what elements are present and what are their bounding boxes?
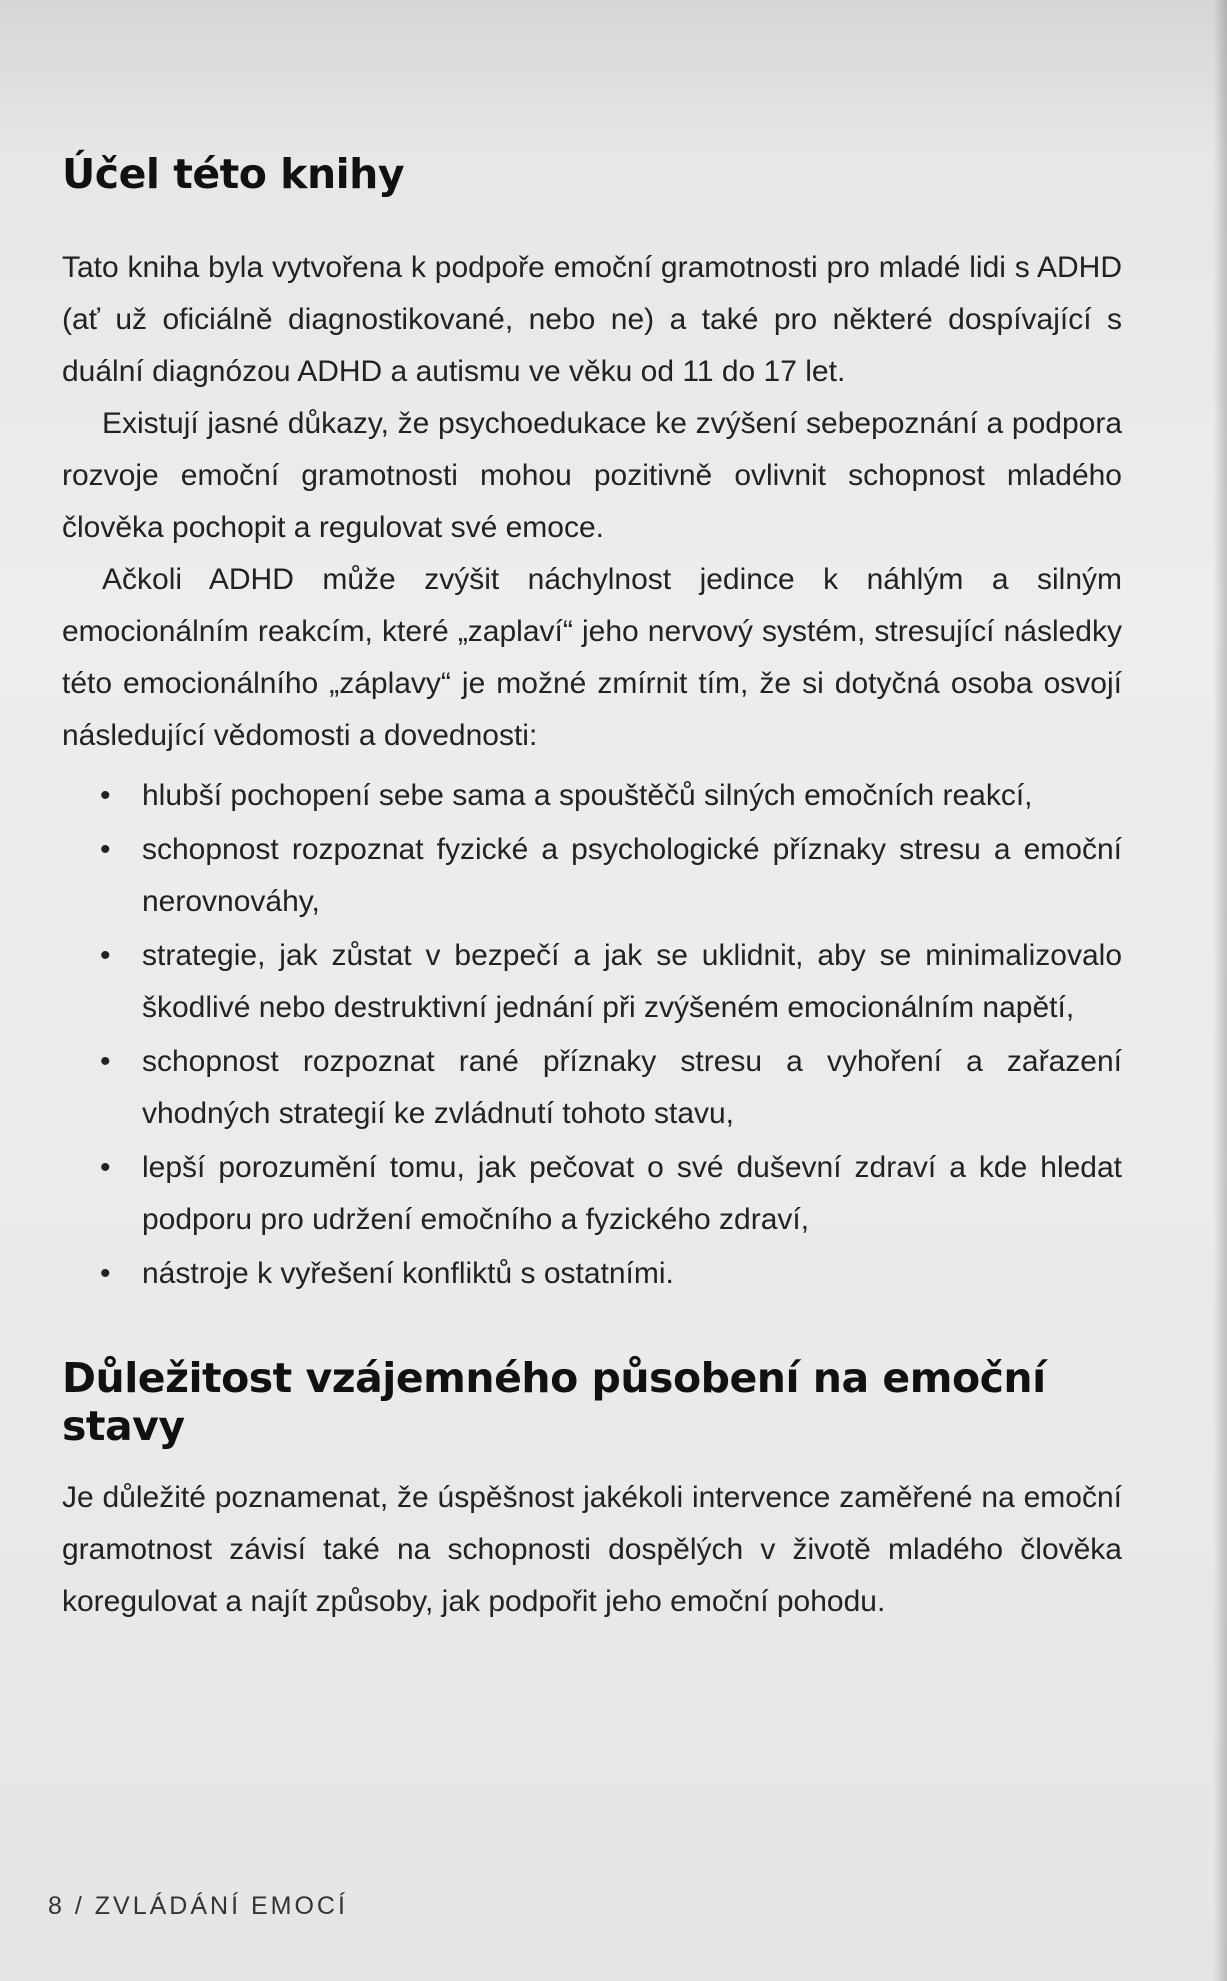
paragraph-coregulation: Je důležité poznamenat, že úspěšnost jakékoli intervence zaměřené na emoční gramotnost závisí také na schopnosti dospělých v životě mladého člověka koregulovat a najít způsoby, jak podpořit jeho emoční pohodu. — [62, 1481, 1122, 1618]
section-heading-purpose: Účel této knihy — [62, 150, 405, 198]
list-item-text: hlubší pochopení sebe sama a spouštěčů silných emočních reakcí, — [142, 779, 1033, 812]
section-heading-coregulation: Důležitost vzájemného působení na emoční stavy — [62, 1354, 1046, 1450]
list-item — [62, 770, 1122, 822]
list-item — [62, 930, 1122, 1034]
bullet-icon: • — [100, 833, 111, 866]
bullet-icon: • — [100, 939, 111, 972]
list-item — [62, 824, 1122, 928]
running-title: ZVLÁDÁNÍ EMOCÍ — [94, 1892, 348, 1920]
paragraph-evidence: Existují jasné důkazy, že psychoedukace ke zvýšení sebepoznání a podpora rozvoje emoční gramotnosti mohou pozitivně ovlivnit schopnost mladého člověka pochopit a regulovat své emoce. — [62, 407, 1122, 544]
bullet-icon: • — [100, 779, 111, 812]
list-item — [62, 1142, 1122, 1246]
bullet-icon: • — [100, 1151, 111, 1184]
list-item — [62, 1036, 1122, 1140]
paragraph-intro: Tato kniha byla vytvořena k podpoře emoční gramotnosti pro mladé lidi s ADHD (ať už oficiálně diagnostikované, nebo ne) a také pro některé dospívající s duální diagnózou ADHD a autismu ve věku od 11 do 17 let. — [62, 251, 1122, 388]
bullet-icon: • — [100, 1257, 111, 1290]
list-item-text: schopnost rozpoznat rané příznaky stresu a vyhoření a zařazení vhodných strategií ke zvládnutí tohoto stavu, — [142, 1045, 1122, 1130]
footer-separator: / — [74, 1892, 85, 1920]
paragraph-adhd: Ačkoli ADHD může zvýšit náchylnost jedince k náhlým a silným emocionálním reakcím, které „zaplaví“ jeho nervový systém, stresující následky této emocionálního „záplavy“ je možné zmírnit tím, že si dotyčná osoba osvojí následující vědomosti a dovednosti: — [62, 563, 1122, 752]
list-item — [62, 1248, 1122, 1300]
skills-list — [62, 770, 1122, 1300]
list-item-text: strategie, jak zůstat v bezpečí a jak se uklidnit, aby se minimalizovalo škodlivé nebo destruktivní jednání při zvýšeném emocionálním napětí, — [142, 939, 1122, 1024]
list-item-text: schopnost rozpoznat fyzické a psychologické příznaky stresu a emoční nerovnováhy, — [142, 833, 1122, 918]
list-item-text: lepší porozumění tomu, jak pečovat o své duševní zdraví a kde hledat podporu pro udržení emočního a fyzického zdraví, — [142, 1151, 1122, 1236]
page-number: 8 — [48, 1892, 65, 1920]
page-content — [62, 150, 1122, 1628]
list-item-text: nástroje k vyřešení konfliktů s ostatními. — [142, 1257, 674, 1290]
bullet-icon: • — [100, 1045, 111, 1078]
page-footer — [48, 1892, 348, 1921]
